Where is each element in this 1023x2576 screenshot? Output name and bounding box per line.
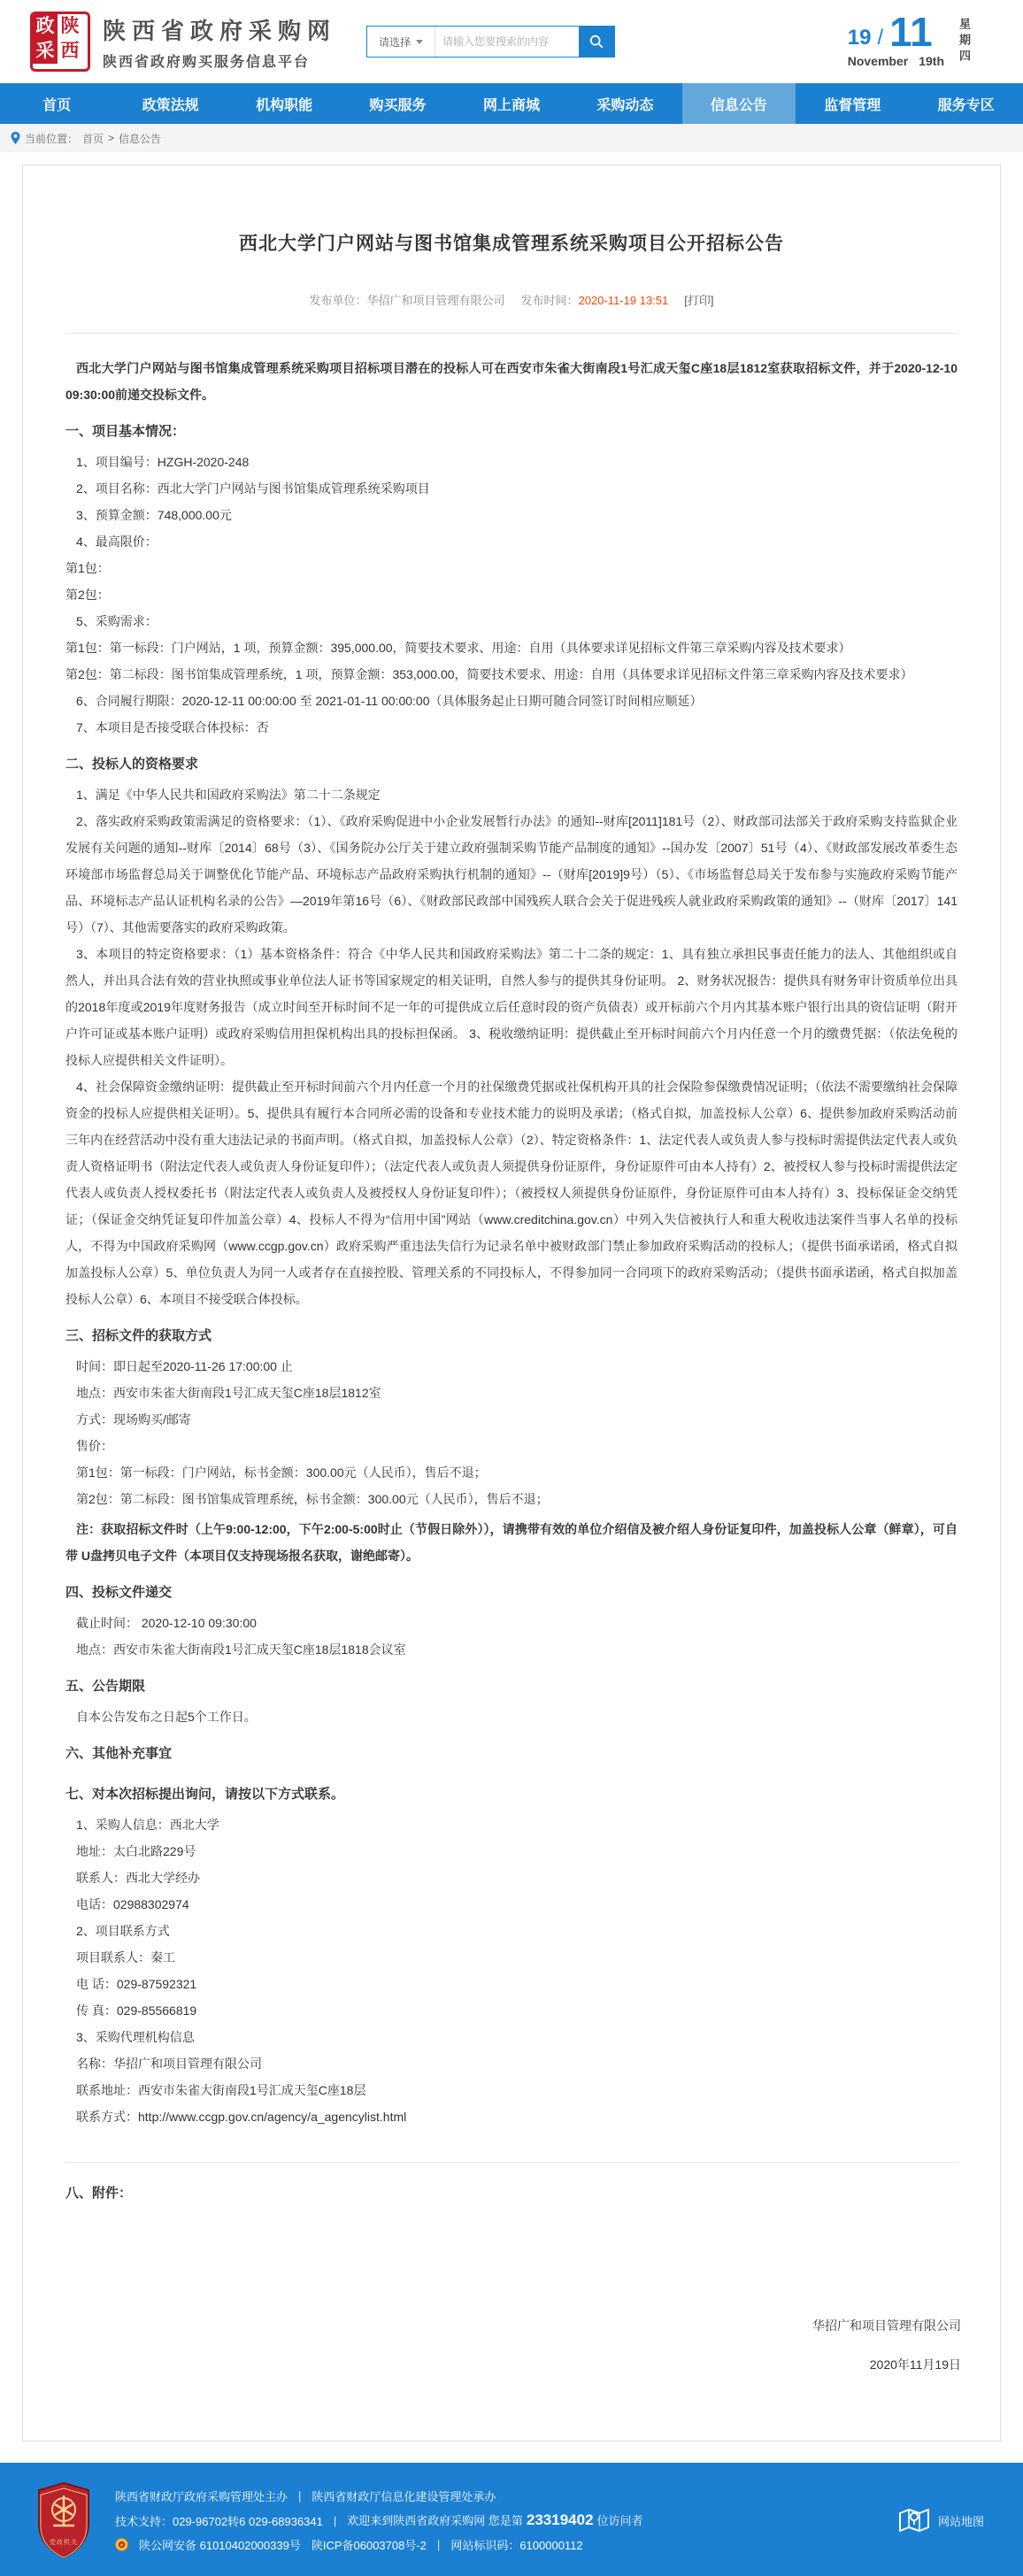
site-logo[interactable] [30,12,90,72]
article-paragraph: 联系地址：西安市朱雀大街南段1号汇成天玺C座18层 [76,2083,366,2097]
article-paragraph: 三、招标文件的获取方式 [65,1328,212,1343]
date-words [848,54,944,68]
article-paragraph: 西北大学门户网站与图书馆集成管理系统采购项目招标项目潜在的投标人可在西安市朱雀大街南段1号汇成天玺C座18层1812室获取招标文件，并于2020-12-10 09:30:00前递交投标文件。 [65,361,958,402]
article-paragraph: 项目联系人：秦工 [76,1950,175,1965]
article-paragraph: 注：获取招标文件时（上午9:00-12:00，下午2:00-5:00时止（节假日除外）），请携带有效的单位介绍信及被介绍人身份证复印件，加盖投标人公章（鲜章），可自带 U盘拷贝电子文件（本项目仅支持现场报名获取，谢绝邮寄）。 [65,1522,958,1563]
article-paragraph: 联系人：西北大学经办 [76,1871,200,1885]
date-slash: / [877,25,884,50]
sitemap-button[interactable] [898,2506,984,2534]
public-security-badge-icon [115,2538,128,2551]
site-id-code: 网站标识码：6100000112 [450,2539,583,2552]
print-button[interactable]: [打印] [684,294,714,307]
nav-item[interactable]: 购买服务 [369,97,427,113]
article-paragraph [65,2162,958,2163]
publisher-label: 发布单位： [309,294,367,307]
article-paragraph: 第2包：第二标段：图书馆集成管理系统，标书金额：300.00元（人民币），售后不退； [76,1492,549,1506]
article-meta [23,291,1000,308]
logo-char: 西 [60,41,80,61]
article-paragraph: 方式：现场购买/邮寄 [76,1412,191,1426]
article-paragraph: 地点：西安市朱雀大街南段1号汇成天玺C座18层1818会议室 [76,1642,406,1657]
article-paragraph: 第2包：第二标段：图书馆集成管理系统，1 项，预算金额：353,000.00，简要技术要求、用途：自用（具体要求详见招标文件第三章采购内容及技术要求） [65,667,913,681]
search-category-select[interactable] [367,27,435,57]
nav-item[interactable]: 服务专区 [937,97,995,113]
search-category-label: 请选择 [379,35,412,49]
article-paragraph: 一、项目基本情况： [65,424,186,439]
article-paragraph: 第1包：第一标段：门户网站，标书金额：300.00元（人民币），售后不退； [76,1465,487,1480]
article-paragraph: 二、投标人的资格要求 [65,757,199,772]
search-icon [588,34,604,50]
logo-char: 采 [33,39,58,64]
nav-item[interactable]: 首页 [42,97,72,113]
article-paragraph: 3、采购代理机构信息 [76,2030,195,2044]
article-paragraph: 自本公告发布之日起5个工作日。 [76,1710,257,1724]
breadcrumb [0,124,1023,152]
search-input[interactable] [435,27,579,57]
article-paragraph: 第1包：第一标段：门户网站，1 项，预算金额：395,000.00，简要技术要求、用途：自用（具体要求详见招标文件第三章采购内容及技术要求） [65,641,851,655]
logo-char: 陕 [60,16,80,36]
article-paragraph: 四、投标文件递交 [65,1585,173,1600]
article-paragraph: 第1包： [65,561,110,575]
site-title: 陕西省政府采购网 [103,17,337,44]
date-month-name: November [847,54,909,69]
article-paragraph: 传 真：029-85566819 [76,2003,197,2018]
nav-item[interactable]: 信息公告 [682,83,796,124]
icp-filing-link[interactable]: 陕ICP备06003708号-2 [311,2539,427,2552]
publish-time-value: 2020-11-19 13:51 [578,294,669,307]
date-month: 11 [889,8,933,55]
sitemap-label: 网站地图 [937,2514,984,2528]
article-paragraph: 售价： [76,1439,113,1453]
article-paragraph: 5、采购需求： [76,614,158,628]
article-card [22,165,1001,2441]
divider [65,333,958,334]
article-paragraph: 1、采购人信息：西北大学 [76,1818,219,1832]
footer-organizer: 陕西省财政厅政府采购管理处主办 [115,2490,288,2503]
location-pin-icon [11,132,20,144]
breadcrumb-separator: > [108,132,115,144]
search-button[interactable] [579,27,614,57]
main-nav [0,83,1023,124]
sitemap-icon [898,2506,930,2534]
article-paragraph: 第2包： [65,588,110,602]
article-paragraph: 电 话：029-87592321 [76,1977,197,1991]
search-bar [366,26,615,58]
article-paragraph: 2、落实政府采购政策需满足的资格要求：（1）、《政府采购促进中小企业发展暂行办法》的通知--财库[2011]181号（2）、财政部司法部关于政府采购支持监狱企业发展有关问题的通知--财库〔2014〕68号（3）、《国务院办公厅关于建立政府强制采购节能产品制度的通知》--国办发〔2007〕51号（4）、《财政部发展改革委生态环境部市场监督总局关于调整优化节能产品、环境标志产品政府采购执行机制的通知》--（财库[2019]9号）（5）、《市场监督总局关于发布参与实施政府采购节能产品、环境标志产品认证机构名录的公告》—2019年第16号（6）、《财政部民政部中国残疾人联合会关于促进残疾人就业政府采购政策的通知》--（财库〔2017〕141号）（7）、其他需要落实的政府采购政策。 [65,814,958,934]
breadcrumb-home-link[interactable]: 首页 [82,132,104,145]
emblem-label: 党政机关 [50,2540,78,2546]
signature-line: 2020年11月19日 [869,2357,961,2372]
article-paragraph: 地址：太白北路229号 [76,1844,196,1858]
nav-item[interactable]: 网上商城 [482,97,540,113]
article-paragraph: 地点：西安市朱雀大街南段1号汇成天玺C座18层1812室 [76,1386,381,1400]
date-numbers [847,8,944,55]
footer-tech-support: 技术支持：029-96702转6 029-68936341 [115,2514,323,2528]
page-title: 西北大学门户网站与图书馆集成管理系统采购项目公开招标公告 [239,234,784,254]
publish-time-label: 发布时间： [520,294,579,307]
breadcrumb-current: 信息公告 [119,132,162,145]
publisher-value: 华招广和项目管理有限公司 [366,294,505,307]
logo-char: 政 [33,14,58,39]
shield-emblem-icon [35,2481,92,2559]
site-subtitle: 陕西省政府购买服务信息平台 [103,54,311,70]
chevron-down-icon [416,40,423,44]
article-paragraph: 七、对本次招标提出询问，请按以下方式联系。 [65,1787,345,1802]
date-widget [847,8,993,69]
article-paragraph: 3、预算金额：748,000.00元 [76,508,232,522]
footer-text: 陕西省财政厅政府采购管理处主办 | 陕西省财政厅信息化建设管理处承办 技术支持：029-96702转6 029-68936341 | 欢迎来到陕西省政府采购网 您是第 23319402 位访问者 陕公网安备 61010402000339号 陕ICP备06003708号-2 | 网站标识码：6100000112 [115,2489,643,2552]
site-name-block [103,13,336,71]
article-paragraph: 联系方式：http://www.ccgp.gov.cn/agency/a_agencylist.html [76,2110,407,2124]
article-body [23,351,1000,2211]
article-paragraph: 五、公告期限 [65,1679,146,1694]
article-paragraph: 3、本项目的特定资格要求：（1）基本资格条件：符合《中华人民共和国政府采购法》第二十二条的规定：1、具有独立承担民事责任能力的法人、其他组织或自然人，并出具合法有效的营业执照或事业单位法人证书等国家规定的相关证明，自然人参与的提供其身份证明。 2、财务状况报告：提供具有财务审计资质单位出具的2018年度或2019年度财务报告（成立时间至开标时间不足一年的可提供成立后任意时段的资产负债表）或开标前六个月内其基本账户银行出具的资信证明（附开户许可证或基本账户证明）或政府采购信用担保机构出具的投标担保函。 3、税收缴纳证明：提供截止至开标时间前六个月内任意一个月的缴费凭据：（依法免税的投标人应提供相关文件证明）。 [65,947,958,1067]
nav-item[interactable]: 采购动态 [596,97,654,113]
signature-line: 华招广和项目管理有限公司 [812,2318,961,2333]
date-weekday: 星期四 [958,18,971,65]
breadcrumb-label: 当前位置： [25,132,79,145]
article-paragraph: 名称：华招广和项目管理有限公司 [76,2057,262,2071]
nav-item[interactable]: 机构职能 [256,97,313,113]
nav-item[interactable]: 监督管理 [824,97,881,113]
signature-block [23,2306,1000,2384]
site-header [0,0,1023,83]
article-paragraph: 1、满足《中华人民共和国政府采购法》第二十二条规定 [76,788,381,802]
article-paragraph: 六、其他补充事宜 [65,1746,173,1761]
article-paragraph: 6、合同履行期限：2020-12-11 00:00:00 至 2021-01-11 00:00:00（具体服务起止日期可随合同签订时间相应顺延） [76,694,703,708]
footer-co-organizer: 陕西省财政厅信息化建设管理处承办 [312,2490,496,2503]
article-paragraph: 时间：即日起至2020-11-26 17:00:00 止 [76,1359,293,1373]
date-ordinal: 19th [919,54,944,69]
article-paragraph: 7、本项目是否接受联合体投标：否 [76,720,269,734]
seal-logo-icon [30,12,90,72]
footer-welcome: 欢迎来到陕西省政府采购网 您是第 23319402 位访问者 [347,2511,643,2528]
article-paragraph: 八、附件： [65,2186,133,2201]
date-day: 19 [847,25,872,50]
article-paragraph: 4、社会保障资金缴纳证明：提供截止至开标时间前六个月内任意一个月的社保缴费凭据或社保机构开具的社会保险参保缴费情况证明；（依法不需要缴纳社会保障资金的投标人应提供相关证明）。5、提供具有履行本合同所必需的设备和专业技术能力的说明及承诺；（格式自拟，加盖投标人公章）6、提供参加政府采购活动前三年内在经营活动中没有重大违法记录的书面声明。（格式自拟，加盖投标人公章）（2）、特定资格条件：1、法定代表人或负责人参与投标时需提供法定代表人或负责人资格证明书（附法定代表人或负责人身份证复印件）；（法定代表人或负责人须提供身份证原件，身份证原件可由本人持有）2、被授权人参与投标时需提供法定代表人或负责人授权委托书（附法定代表人或负责人及被授权人身份证复印件）；（被授权人须提供身份证原件，身份证原件可由本人持有）3、投标保证金交纳凭证；（保证金交纳凭证复印件加盖公章）4、投标人不得为“信用中国”网站（www.creditchina.gov.cn）中列入失信被执行人和重大税收违法案件当事人名单的投标人，不得为中国政府采购网（www.ccgp.gov.cn）政府采购严重违法失信行为记录名单中被财政部门禁止参加政府采购活动的投标人；（提供书面承诺函，格式自拟加盖投标人公章）5、单位负责人为同一人或者存在直接控股、管理关系的不同投标人，不得参加同一合同项下的政府采购活动；（提供书面承诺函，格式自拟加盖投标人公章）6、本项目不接受联合体投标。 [65,1080,958,1306]
article-paragraph: 电话：02988302974 [76,1897,189,1911]
article-paragraph: 截止时间： 2020-12-10 09:30:00 [76,1616,257,1630]
article-paragraph: 2、项目联系方式 [76,1924,170,1938]
article-paragraph: 2、项目名称：西北大学门户网站与图书馆集成管理系统采购项目 [76,481,430,496]
government-emblem [35,2481,92,2559]
article-paragraph: 4、最高限价： [76,534,158,549]
article-paragraph: 1、项目编号：HZGH-2020-248 [76,455,250,469]
visitor-count: 23319402 [526,2511,594,2528]
nav-item[interactable]: 政策法规 [142,97,199,113]
public-security-filing-link[interactable]: 陕公网安备 61010402000339号 [139,2539,301,2552]
site-footer [0,2463,1023,2576]
